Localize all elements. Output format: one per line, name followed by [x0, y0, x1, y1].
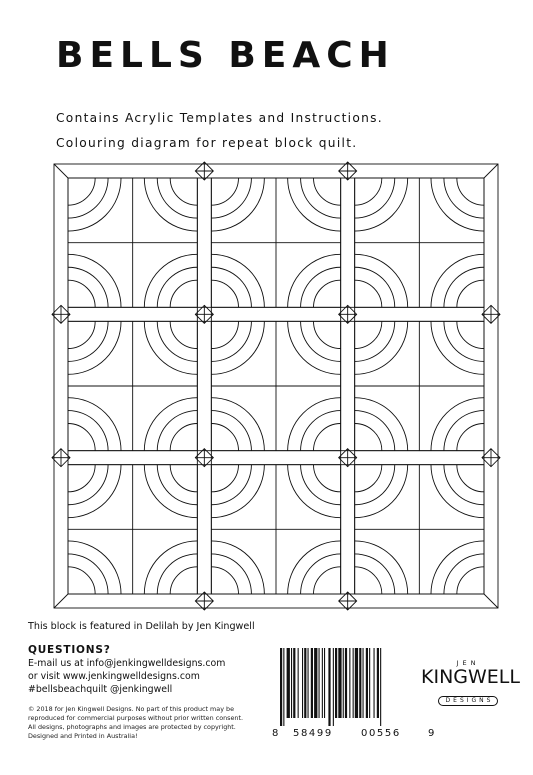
- quarter-circle-arc: [301, 411, 341, 451]
- quarter-circle-arc: [444, 267, 484, 307]
- quarter-circle-arc: [68, 424, 95, 451]
- barcode-bar: [343, 648, 344, 718]
- quarter-circle-arc: [211, 424, 238, 451]
- featured-caption: This block is featured in Delilah by Jen Kingwell: [28, 621, 255, 632]
- barcode-digit-first: 8: [272, 728, 280, 739]
- quarter-circle-arc: [301, 267, 341, 307]
- barcode-bar: [333, 648, 334, 726]
- quarter-circle-arc: [301, 554, 341, 594]
- quarter-circle-arc: [355, 424, 382, 451]
- logo-bottom-text: DESIGNS: [438, 696, 499, 706]
- quarter-circle-arc: [355, 178, 382, 205]
- quarter-circle-arc: [355, 567, 382, 594]
- barcode-bar: [366, 648, 368, 718]
- contact-email[interactable]: E-mail us at info@jenkingwelldesigns.com: [28, 658, 226, 669]
- quarter-circle-arc: [314, 567, 341, 594]
- quarter-circle-arc: [170, 178, 197, 205]
- barcode-group-1: 58499: [293, 728, 333, 739]
- barcode-bar: [338, 648, 341, 718]
- quarter-circle-arc: [457, 280, 484, 307]
- quarter-circle-arc: [211, 321, 238, 348]
- quarter-circle-arc: [457, 465, 484, 492]
- barcode-bar: [287, 648, 290, 718]
- quarter-circle-arc: [68, 567, 95, 594]
- quarter-circle-arc: [68, 321, 108, 361]
- quarter-circle-arc: [68, 178, 95, 205]
- quarter-circle-arc: [355, 554, 395, 594]
- quarter-circle-arc: [301, 178, 341, 218]
- subtitle-colouring-diagram: Colouring diagram for repeat block quilt.: [56, 136, 358, 150]
- copyright-line: reproduced for commercial purposes without prior written consent.: [28, 714, 244, 722]
- contact-hashtags: #bellsbeachquilt @jenkingwell: [28, 684, 173, 695]
- copyright-line: All designs, photographs and images are protected by copyright.: [28, 723, 236, 731]
- quarter-circle-arc: [157, 554, 197, 594]
- barcode-bar: [322, 648, 323, 718]
- quarter-circle-arc: [301, 465, 341, 505]
- barcode-bar: [328, 648, 330, 726]
- quarter-circle-arc: [157, 321, 197, 361]
- quarter-circle-arc: [157, 465, 197, 505]
- barcode-bar: [363, 648, 364, 718]
- quarter-circle-arc: [355, 411, 395, 451]
- barcode-bar: [345, 648, 347, 718]
- quarter-circle-arc: [157, 178, 197, 218]
- barcode-bar: [280, 648, 282, 726]
- quarter-circle-arc: [444, 465, 484, 505]
- quarter-circle-arc: [444, 178, 484, 218]
- barcode-bar: [349, 648, 350, 718]
- quarter-circle-arc: [355, 267, 395, 307]
- quarter-circle-arc: [68, 178, 108, 218]
- quarter-circle-arc: [211, 267, 251, 307]
- quarter-circle-arc: [301, 321, 341, 361]
- barcode: [270, 646, 410, 728]
- quarter-circle-arc: [314, 424, 341, 451]
- quarter-circle-arc: [170, 280, 197, 307]
- quarter-circle-arc: [355, 280, 382, 307]
- quarter-circle-arc: [457, 424, 484, 451]
- barcode-bar: [377, 648, 379, 718]
- quarter-circle-arc: [211, 465, 251, 505]
- brand-logo: [421, 659, 520, 706]
- quarter-circle-arc: [314, 280, 341, 307]
- page-title: BELLS BEACH: [56, 35, 395, 76]
- barcode-bar: [369, 648, 370, 718]
- barcode-digit-last: 9: [428, 728, 436, 739]
- barcode-bar: [283, 648, 284, 726]
- contact-website[interactable]: or visit www.jenkingwelldesigns.com: [28, 671, 200, 682]
- quarter-circle-arc: [68, 411, 108, 451]
- quarter-circle-arc: [157, 267, 197, 307]
- quarter-circle-arc: [355, 321, 382, 348]
- quarter-circle-arc: [211, 280, 238, 307]
- quarter-circle-arc: [211, 554, 251, 594]
- barcode-bar: [304, 648, 306, 718]
- questions-heading: QUESTIONS?: [28, 644, 111, 656]
- barcode-bar: [374, 648, 375, 718]
- barcode-bar: [311, 648, 313, 718]
- quarter-circle-arc: [355, 465, 395, 505]
- quarter-circle-arc: [355, 465, 382, 492]
- barcode-bar: [335, 648, 337, 718]
- border-miter: [54, 594, 68, 608]
- quarter-circle-arc: [457, 178, 484, 205]
- quilt-colouring-diagram: [50, 160, 502, 612]
- barcode-bar: [359, 648, 361, 718]
- logo-main-text: KINGWELL: [421, 666, 520, 688]
- quarter-circle-arc: [457, 321, 484, 348]
- border-miter: [54, 164, 68, 178]
- quarter-circle-arc: [211, 321, 251, 361]
- barcode-bar: [324, 648, 325, 718]
- quarter-circle-arc: [211, 465, 238, 492]
- barcode-bar: [314, 648, 317, 718]
- quarter-circle-arc: [157, 411, 197, 451]
- quarter-circle-arc: [68, 321, 95, 348]
- quarter-circle-arc: [211, 411, 251, 451]
- quarter-circle-arc: [68, 465, 108, 505]
- barcode-bar: [319, 648, 320, 718]
- quarter-circle-arc: [444, 411, 484, 451]
- quarter-circle-arc: [170, 465, 197, 492]
- quarter-circle-arc: [355, 178, 395, 218]
- quarter-circle-arc: [170, 567, 197, 594]
- copyright-line: Designed and Printed in Australia!: [28, 732, 138, 740]
- barcode-group-2: 00556: [361, 728, 401, 739]
- quarter-circle-arc: [211, 567, 238, 594]
- barcode-bar: [293, 648, 295, 718]
- quarter-circle-arc: [314, 465, 341, 492]
- barcode-bar: [302, 648, 303, 718]
- logo-top-text: JEN: [456, 659, 480, 667]
- barcode-bar: [291, 648, 292, 718]
- quarter-circle-arc: [457, 567, 484, 594]
- barcode-bar: [298, 648, 299, 718]
- barcode-bar: [353, 648, 354, 718]
- subtitle-templates: Contains Acrylic Templates and Instructions.: [56, 111, 383, 125]
- border-miter: [484, 594, 498, 608]
- quarter-circle-arc: [355, 321, 395, 361]
- quarter-circle-arc: [68, 465, 95, 492]
- quarter-circle-arc: [211, 178, 238, 205]
- quarter-circle-arc: [68, 280, 95, 307]
- quarter-circle-arc: [444, 321, 484, 361]
- quarter-circle-arc: [314, 321, 341, 348]
- quarter-circle-arc: [314, 178, 341, 205]
- copyright-line: © 2018 for Jen Kingwell Designs. No part of this product may be: [28, 705, 235, 713]
- quarter-circle-arc: [68, 554, 108, 594]
- barcode-bar: [308, 648, 309, 718]
- quarter-circle-arc: [68, 267, 108, 307]
- quarter-circle-arc: [444, 554, 484, 594]
- barcode-bar: [355, 648, 358, 718]
- border-miter: [484, 164, 498, 178]
- quarter-circle-arc: [211, 178, 251, 218]
- quarter-circle-arc: [170, 321, 197, 348]
- quarter-circle-arc: [170, 424, 197, 451]
- barcode-bar: [380, 648, 381, 726]
